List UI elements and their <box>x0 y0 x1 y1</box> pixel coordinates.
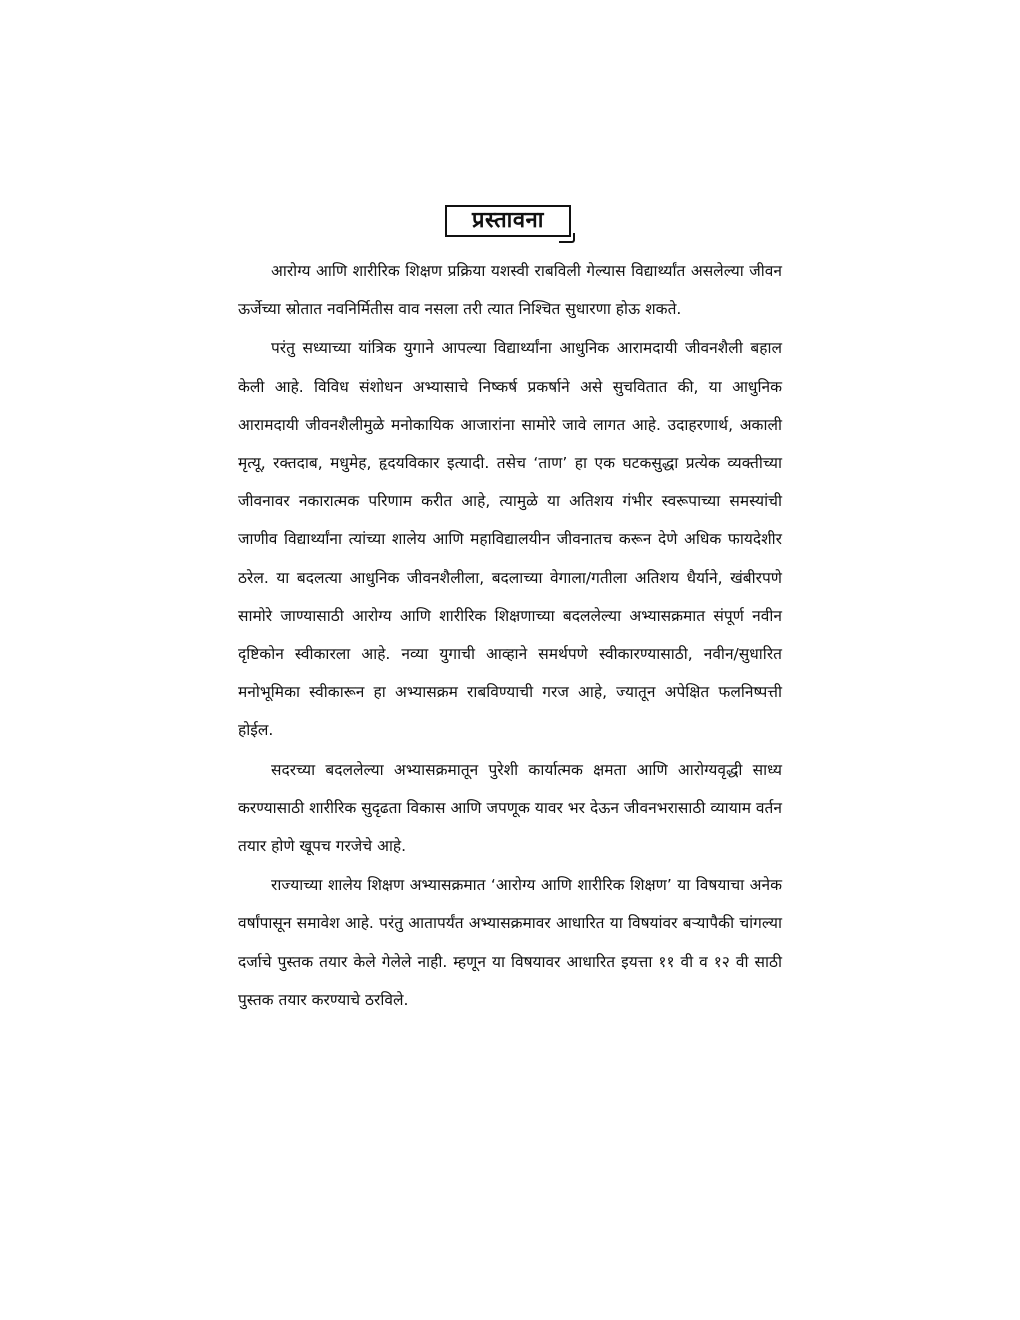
paragraph-1: आरोग्य आणि शारीरिक शिक्षण प्रक्रिया यशस्वी राबविली गेल्यास विद्यार्थ्यांत असलेल्या जीवन ऊर्जेच्या स्रोतात नवनिर्मितीस वाव नसला तरी त्यात निश्चित सुधारणा होऊ शकते. <box>238 262 782 319</box>
page-title-text: प्रस्तावना <box>472 208 544 233</box>
paragraph-3: सदरच्या बदललेल्या अभ्यासक्रमातून पुरेशी कार्यात्मक क्षमता आणि आरोग्यवृद्धी साध्य करण्यासाठी शारीरिक सुदृढता विकास आणि जपणूक यावर भर देऊन जीवनभरासाठी व्यायाम वर्तन तयार होणे खूपच गरजेचे आहे. <box>238 760 782 856</box>
preface-body <box>238 252 782 1019</box>
title-fold-decoration <box>559 233 575 243</box>
paragraph-2: परंतु सध्याच्या यांत्रिक युगाने आपल्या विद्यार्थ्यांना आधुनिक आरामदायी जीवनशैली बहाल केली आहे. विविध संशोधन अभ्यासाचे निष्कर्ष प्रकर्षाने असे सुचवितात की, या आधुनिक आरामदायी जीवनशैलीमुळे मनोकायिक आजारांना सामोरे जावे लागत आहे. उदाहरणार्थ, अकाली मृत्यू, रक्तदाब, मधुमेह, हृदयविकार इत्यादी. तसेच ‘ताण’ हा एक घटकसुद्धा प्रत्येक व्यक्तीच्या जीवनावर नकारात्मक परिणाम करीत आहे, त्यामुळे या अतिशय गंभीर स्वरूपाच्या समस्यांची जाणीव विद्यार्थ्यांना त्यांच्या शालेय आणि महाविद्यालयीन जीवनातच करून देणे अधिक फायदेशीर ठरेल. या बदलत्या आधुनिक जीवनशैलीला, बदलाच्या वेगाला/गतीला अतिशय धैर्याने, खंबीरपणे सामोरे जाण्यासाठी आरोग्य आणि शारीरिक शिक्षणाच्या बदललेल्या अभ्यासक्रमात संपूर्ण नवीन दृष्टिकोन स्वीकारला आहे. नव्या युगाची आव्हाने समर्थपणे स्वीकारण्यासाठी, नवीन/सुधारित मनोभूमिका स्वीकारून हा अभ्यासक्रम राबविण्याची गरज आहे, ज्यातून अपेक्षित फलनिष्पत्ती होईल. <box>238 339 782 740</box>
page-title <box>445 205 571 237</box>
paragraph-4: राज्याच्या शालेय शिक्षण अभ्यासक्रमात ‘आरोग्य आणि शारीरिक शिक्षण’ या विषयाचा अनेक वर्षांपासून समावेश आहे. परंतु आतापर्यंत अभ्यासक्रमावर आधारित या विषयांवर बऱ्यापैकी चांगल्या दर्जाचे पुस्तक तयार केले गेलेले नाही. म्हणून या विषयावर आधारित इयत्ता ११ वी व १२ वी साठी पुस्तक तयार करण्याचे ठरविले. <box>238 876 782 1009</box>
title-frame <box>445 205 575 241</box>
